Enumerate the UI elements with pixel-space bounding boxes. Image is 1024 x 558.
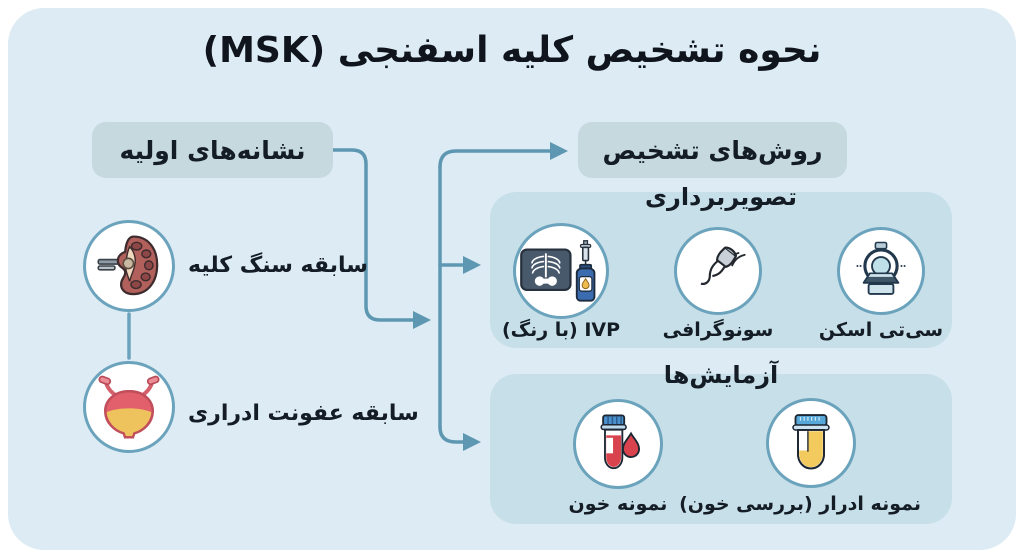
blood-sample-node	[573, 399, 663, 489]
ct-scan-node	[837, 227, 925, 315]
kidney-stone-history-label: سابقه سنگ کلیه	[188, 253, 368, 278]
bladder-icon	[96, 374, 162, 440]
tests-panel-title: آزمایش‌ها	[663, 361, 779, 389]
ivp-node	[513, 223, 609, 319]
blood-sample-icon	[587, 413, 649, 475]
ultrasound-icon	[687, 240, 749, 302]
kidney-icon	[97, 234, 161, 298]
blood-sample-label: نمونه خون	[568, 493, 668, 515]
ct-scan-icon	[850, 240, 912, 302]
kidney-node	[83, 220, 175, 312]
urinary-infection-history-label: سابقه عفونت ادراری	[188, 401, 419, 426]
urine-sample-node	[766, 398, 856, 488]
diagnosis-methods-header: روش‌های تشخیص	[578, 122, 847, 178]
ct-scan-label: سی‌تی اسکن	[818, 319, 944, 341]
page-title: نحوه تشخیص کلیه اسفنجی (MSK)	[202, 30, 822, 71]
urine-sample-label: نمونه ادرار (بررسی خون)	[679, 493, 921, 515]
ivp-label: IVP (با رنگ)	[501, 319, 621, 341]
xray-ivp-icon	[520, 239, 602, 303]
urine-sample-icon	[780, 412, 842, 474]
imaging-panel-title: تصویربرداری	[645, 183, 797, 211]
ultrasound-label: سونوگرافی	[662, 319, 774, 341]
bladder-node	[83, 361, 175, 453]
ultrasound-node	[674, 227, 762, 315]
primary-signs-header: نشانه‌های اولیه	[92, 122, 333, 178]
